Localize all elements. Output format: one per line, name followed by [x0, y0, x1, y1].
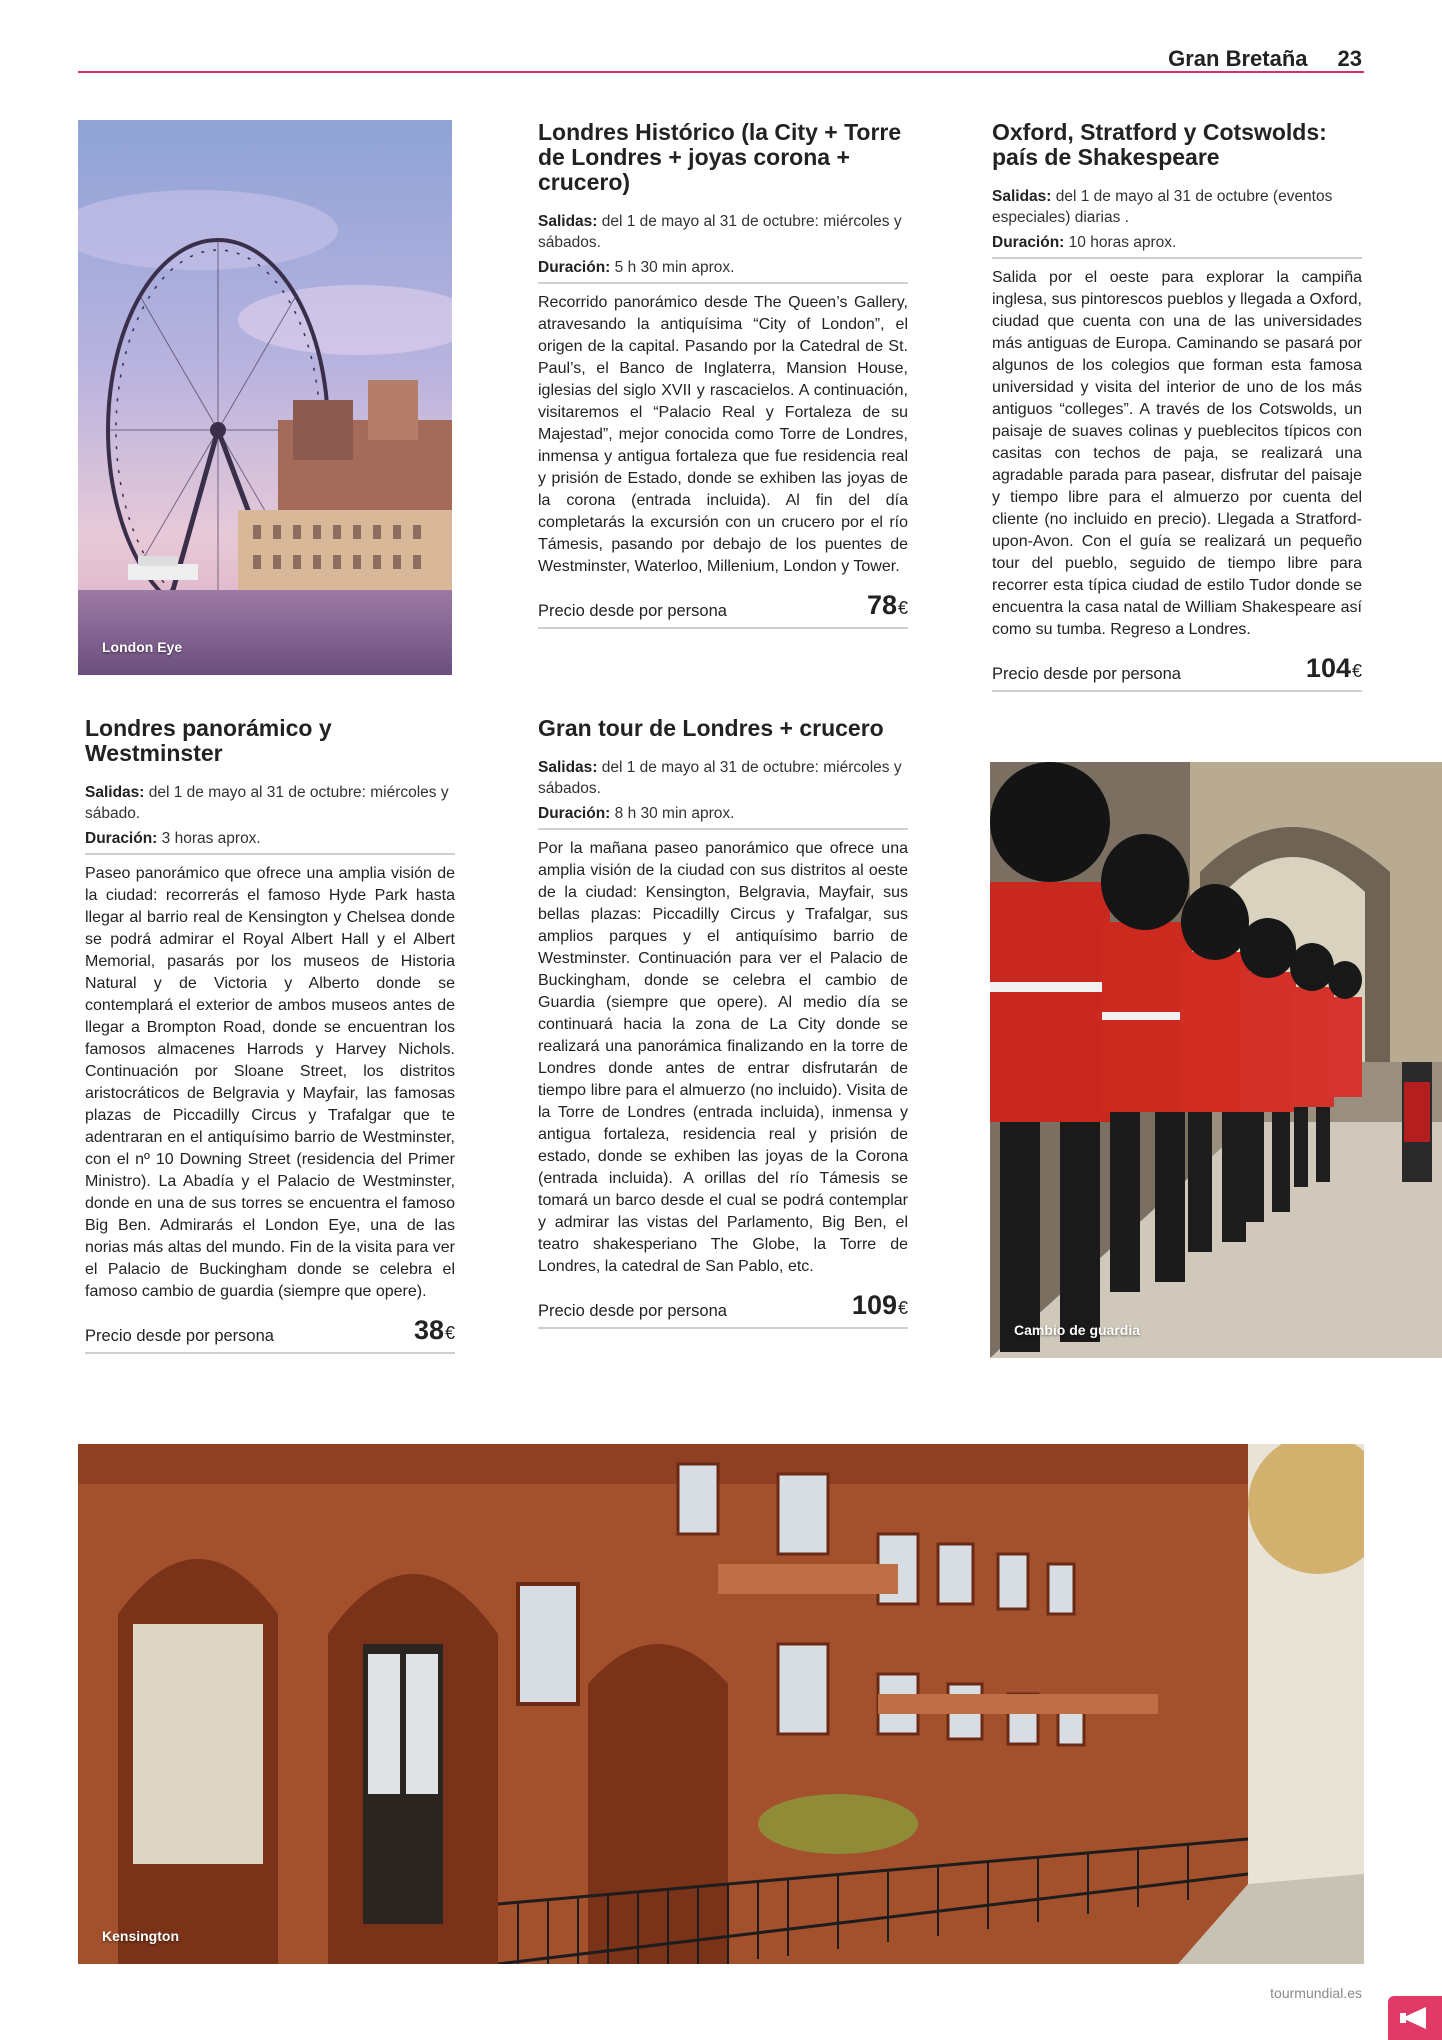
guard-photo [990, 762, 1442, 1358]
photo-caption: Kensington [102, 1928, 179, 1944]
tour-price-row [992, 655, 1362, 692]
tour-duration: Duración: 10 horas aprox. [992, 234, 1177, 251]
price-value: 109€ [851, 1290, 908, 1320]
tour-departures: Salidas: del 1 de mayo al 31 de octubre: miércoles y sábados. [538, 213, 902, 251]
page-header [1168, 46, 1362, 72]
tour-departures: Salidas: del 1 de mayo al 31 de octubre (eventos especiales) diarias . [992, 188, 1333, 226]
triangle-left-icon [1400, 2005, 1430, 2031]
tour-oxford [992, 120, 1362, 692]
tour-price-row [538, 1292, 908, 1329]
tour-panoramico [85, 716, 455, 1354]
price-value: 104€ [1305, 653, 1362, 683]
tour-historico [538, 120, 908, 629]
divider [992, 257, 1362, 259]
tour-price-row [538, 592, 908, 629]
guard-illustration [990, 762, 1442, 1358]
tour-duration: Duración: 5 h 30 min aprox. [538, 259, 735, 276]
price-label: Precio desde por persona [538, 602, 727, 620]
photo-caption: Cambio de guardia [1014, 1322, 1141, 1338]
price-value: 78€ [866, 590, 908, 620]
footer-website[interactable]: tourmundial.es [1270, 1985, 1362, 2001]
tour-duration: Duración: 3 horas aprox. [85, 830, 261, 847]
tour-duration: Duración: 8 h 30 min aprox. [538, 805, 735, 822]
price-label: Precio desde por persona [992, 665, 1181, 683]
back-tab-button[interactable] [1388, 1996, 1442, 2040]
tour-gran-tour [538, 716, 908, 1329]
divider [538, 282, 908, 284]
price-label: Precio desde por persona [85, 1327, 274, 1345]
tour-description: Recorrido panorámico desde The Queen’s Gallery, atravesando la antiquísima “City of London”, el origen de la capital. Pasando por la Catedral de St. Paul’s, el Banco de Inglaterra, Mansion House, iglesias del siglo XVII y rascacielos. A continuación, visitaremos el “Palacio Real y Fortaleza de su Majestad”, mejor conocida como Torre de Londres, inmensa y antigua fortaleza que fue residencia real y prisión de Estado, donde se exhiben las joyas de la corona (entrada incluida). Al fin del día completarás la excursión con un crucero por el río Támesis, pasando por debajo de los puentes de Westminster, Waterloo, Millenium, London y Tower. [538, 294, 908, 575]
tour-title: Oxford, Stratford y Cotswolds: país de Shakespeare [992, 119, 1327, 170]
page-number: 23 [1337, 46, 1362, 71]
london-eye-illustration [78, 120, 452, 675]
tour-title: Londres Histórico (la City + Torre de Londres + joyas corona + crucero) [538, 119, 902, 195]
london-eye-photo [78, 120, 452, 675]
price-value: 38€ [413, 1315, 455, 1345]
kensington-illustration [78, 1444, 1364, 1964]
tour-departures: Salidas: del 1 de mayo al 31 de octubre: miércoles y sábado. [85, 784, 449, 822]
tour-description: Por la mañana paseo panorámico que ofrece una amplia visión de la ciudad con sus distritos al oeste de la ciudad: Kensington, Belgravia, Mayfair, sus bellas plazas: Piccadilly Circus y Trafalgar, sus amplios parques y el antiquísimo barrio de Westminster. Continuación para ver el Palacio de Buckingham, donde se celebra el cambio de Guardia (siempre que opere). Al medio día se continuará hacia la zona de La City donde se realizará una panorámica finalizando en la torre de Londres donde antes de entrar disfrutarán de tiempo libre para el almuerzo (no incluido). Visita de la Torre de Londres (entrada incluida), inmensa y antigua fortaleza, residencia real y prisión de estado, donde se exhiben las joyas de la Corona (entrada incluida). A orillas del río Támesis se tomará un barco desde el cual se podrá contemplar y admirar las vistas del Parlamento, Big Ben, el teatro shakesperiano The Globe, la Torre de Londres, la catedral de San Pablo, etc. [538, 840, 908, 1275]
photo-caption: London Eye [102, 639, 183, 655]
tour-departures: Salidas: del 1 de mayo al 31 de octubre: miércoles y sábados. [538, 759, 902, 797]
tour-description: Paseo panorámico que ofrece una amplia visión de la ciudad: recorrerás el famoso Hyde Park hasta llegar al barrio real de Kensington y Chelsea donde se podrá admirar el Royal Albert Hall y el Albert Memorial, pasarás por los museos de Historia Natural y de Victoria y Alberto donde se contemplará el exterior de ambos museos antes de llegar a Brompton Road, donde se encuentran los famosos almacenes Harrods y Harvey Nichols. Continuación por Sloane Street, los distritos aristocráticos de Belgravia y Mayfair, las famosas plazas de Piccadilly Circus y Trafalgar que te adentraran en el antiquísimo barrio de Westminster, con el nº 10 Downing Street (residencia del Primer Ministro). La Abadía y el Palacio de Westminster, donde en una de sus torres se encuentra el famoso Big Ben. Admirarás el London Eye, una de las norias más altas del mundo. Fin de la visita para ver el Palacio de Buckingham donde se celebra el famoso cambio de guardia (siempre que opere). [85, 865, 455, 1300]
divider [85, 853, 455, 855]
divider [538, 828, 908, 830]
tour-price-row [85, 1317, 455, 1354]
price-label: Precio desde por persona [538, 1302, 727, 1320]
section-title: Gran Bretaña [1168, 46, 1308, 71]
tour-description: Salida por el oeste para explorar la campiña inglesa, sus pintorescos pueblos y llegada a Oxford, ciudad que cuenta con una de las universidades más antiguas de Europa. Caminando se pasará por algunos de los colegios que forman esta famosa universidad y visita del interior de uno de los más antiguos “colleges”. A través de los Cotswolds, un paisaje de suaves colinas y pueblecitos típicos con casitas con techos de paja, se realizará una agradable parada para pasear, disfrutar del paisaje y tiempo libre para el almuerzo por cuenta del cliente (no incluido en precio). Llegada a Stratford-upon-Avon. Con el guía se realizará un pequeño tour del pueblo, seguido de tiempo libre para recorrer esta típica ciudad de estilo Tudor donde se encuentra la casa natal de William Shakespeare así como su tumba. Regreso a Londres. [992, 269, 1362, 638]
kensington-photo [78, 1444, 1364, 1964]
tour-title: Londres panorámico y Westminster [85, 715, 332, 766]
tour-title: Gran tour de Londres + crucero [538, 715, 884, 741]
